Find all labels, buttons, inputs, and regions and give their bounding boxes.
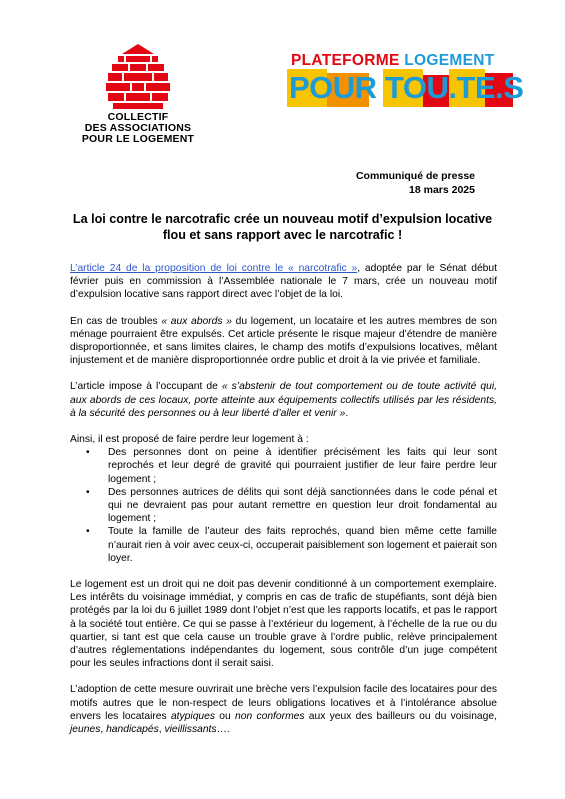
press-header xyxy=(356,169,475,197)
logo-text-line: COLLECTIF xyxy=(107,111,169,123)
emphasis-text: jeunes xyxy=(70,724,101,736)
logo-word-pour: POUR xyxy=(289,70,377,105)
list-item: • Toute la famille de l’auteur des faits reprochés, quand bien même cette famille n’aurait rien à voir avec ceux-ci, occuperait paisiblement son logement et paierait son loyer. xyxy=(108,525,497,565)
logo-text-line: DES ASSOCIATIONS xyxy=(84,122,192,134)
paragraph-text: , adoptée par le Sénat début février puis en commission à l’Assemblée nationale le 7 mars, crée un nouveau motif d’expulsion locative sans rapport direct avec l’objet de la loi. xyxy=(70,263,497,301)
paragraph-troubles xyxy=(70,315,497,368)
press-date: 18 mars 2025 xyxy=(409,184,475,196)
consequences-list xyxy=(70,446,497,565)
paragraph-intro xyxy=(70,262,497,302)
paragraph-text: , xyxy=(100,724,107,736)
plateforme-logo-line1 xyxy=(291,52,494,70)
article-24-link[interactable]: L’article 24 de la proposition de loi contre le « narcotrafic » xyxy=(70,263,358,274)
paragraph-text: En cas de troubles xyxy=(70,315,162,327)
list-item: • Des personnes dont on peine à identifier précisément les faits qui leur sont reprochés et leur degré de gravité qui pourraient justifier de leur faire perdre leur logement ; xyxy=(108,446,497,486)
paragraph-conclusion xyxy=(70,683,497,736)
emphasis-text: non conformes xyxy=(235,710,305,722)
collectif-logo-text xyxy=(78,112,198,145)
emphasis-text: atypiques xyxy=(170,710,216,722)
press-body xyxy=(70,262,497,749)
paragraph-text: L’article impose à l’occupant de xyxy=(70,381,222,393)
emphasis-text: « s’abstenir de tout comportement ou de toute activité qui, aux abords de ces locaux, porte atteinte aux équipements collectifs utilisés par les résidents, à la sécurité des personnes ou à leur liberté d’aller et venir » xyxy=(70,381,497,419)
emphasis-text: vieillissants xyxy=(164,724,217,736)
paragraph-right-to-housing: Le logement est un droit qui ne doit pas devenir conditionné à un comportement exemplaire. Les intérêts du voisinage immédiat, y compris en cas de trafic de stupéfiants, sont déjà bien protégés par la loi du 6 juillet 1989 dont l’objet n’est que les rapports locatifs, et pas le rapport à la société tout entière. Ce qui se passe à l’extérieur du logement, à l’échelle de la rue ou du quartier, si tant est que cela cause un trouble grave à l’ordre public, relève principalement d’autres réglementations indépendantes du logement, sous contrôle d’un juge compétent pour les seules infractions dont il serait saisi. xyxy=(70,579,497,670)
press-label: Communiqué de presse xyxy=(355,170,475,182)
logo-word-toutes: TOU.TE.S xyxy=(385,70,524,105)
list-intro: Ainsi, il est proposé de faire perdre leur logement à : xyxy=(70,434,309,446)
emphasis-text: « aux abords » xyxy=(161,315,232,327)
plateforme-logo-line2 xyxy=(287,69,524,107)
house-logo-icon xyxy=(78,42,198,110)
title-line: La loi contre le narcotrafic crée un nouveau motif d’expulsion locative xyxy=(72,212,493,226)
title-line: flou et sans rapport avec le narcotrafic ! xyxy=(162,228,403,242)
logo-text-line: POUR LE LOGEMENT xyxy=(81,133,195,145)
paragraph-text: , xyxy=(158,724,165,736)
paragraph-text: ou xyxy=(215,710,236,722)
paragraph-obligation xyxy=(70,380,497,420)
paragraph-text: aux yeux des bailleurs ou du voisinage, xyxy=(304,710,497,722)
logo-word-plateforme: PLATEFORME xyxy=(291,52,400,69)
paragraph-text: L’adoption de cette mesure ouvrirait une brèche vers l’expulsion facile des locataires pour des motifs autres que le non-respect de leurs obligations locatives et à l’intolérance absolue envers les locataires xyxy=(70,684,497,722)
list-item: • Des personnes autrices de délits qui sont déjà sanctionnées dans le code pénal et qui ne devraient pas pour autant remettre en question leur droit fondamental au logement ; xyxy=(108,486,497,526)
logo-word-logement: LOGEMENT xyxy=(404,52,495,69)
paragraph-text: . xyxy=(345,407,349,419)
page-title xyxy=(70,211,495,243)
paragraph-text: …. xyxy=(216,724,230,736)
emphasis-text: handicapés xyxy=(106,724,159,736)
paragraph-text: du logement, un locataire et les autres membres de son ménage pourraient être expulsés. Cet article présente le risque majeur d’étendre de manière disproportionnée, et sans limites claires, le champ des motifs d’expulsions locatives, mêlant injustement et de manière disproportionnée ordre public et droit à la vie privée et familiale. xyxy=(70,315,497,367)
plateforme-logo xyxy=(287,52,524,110)
